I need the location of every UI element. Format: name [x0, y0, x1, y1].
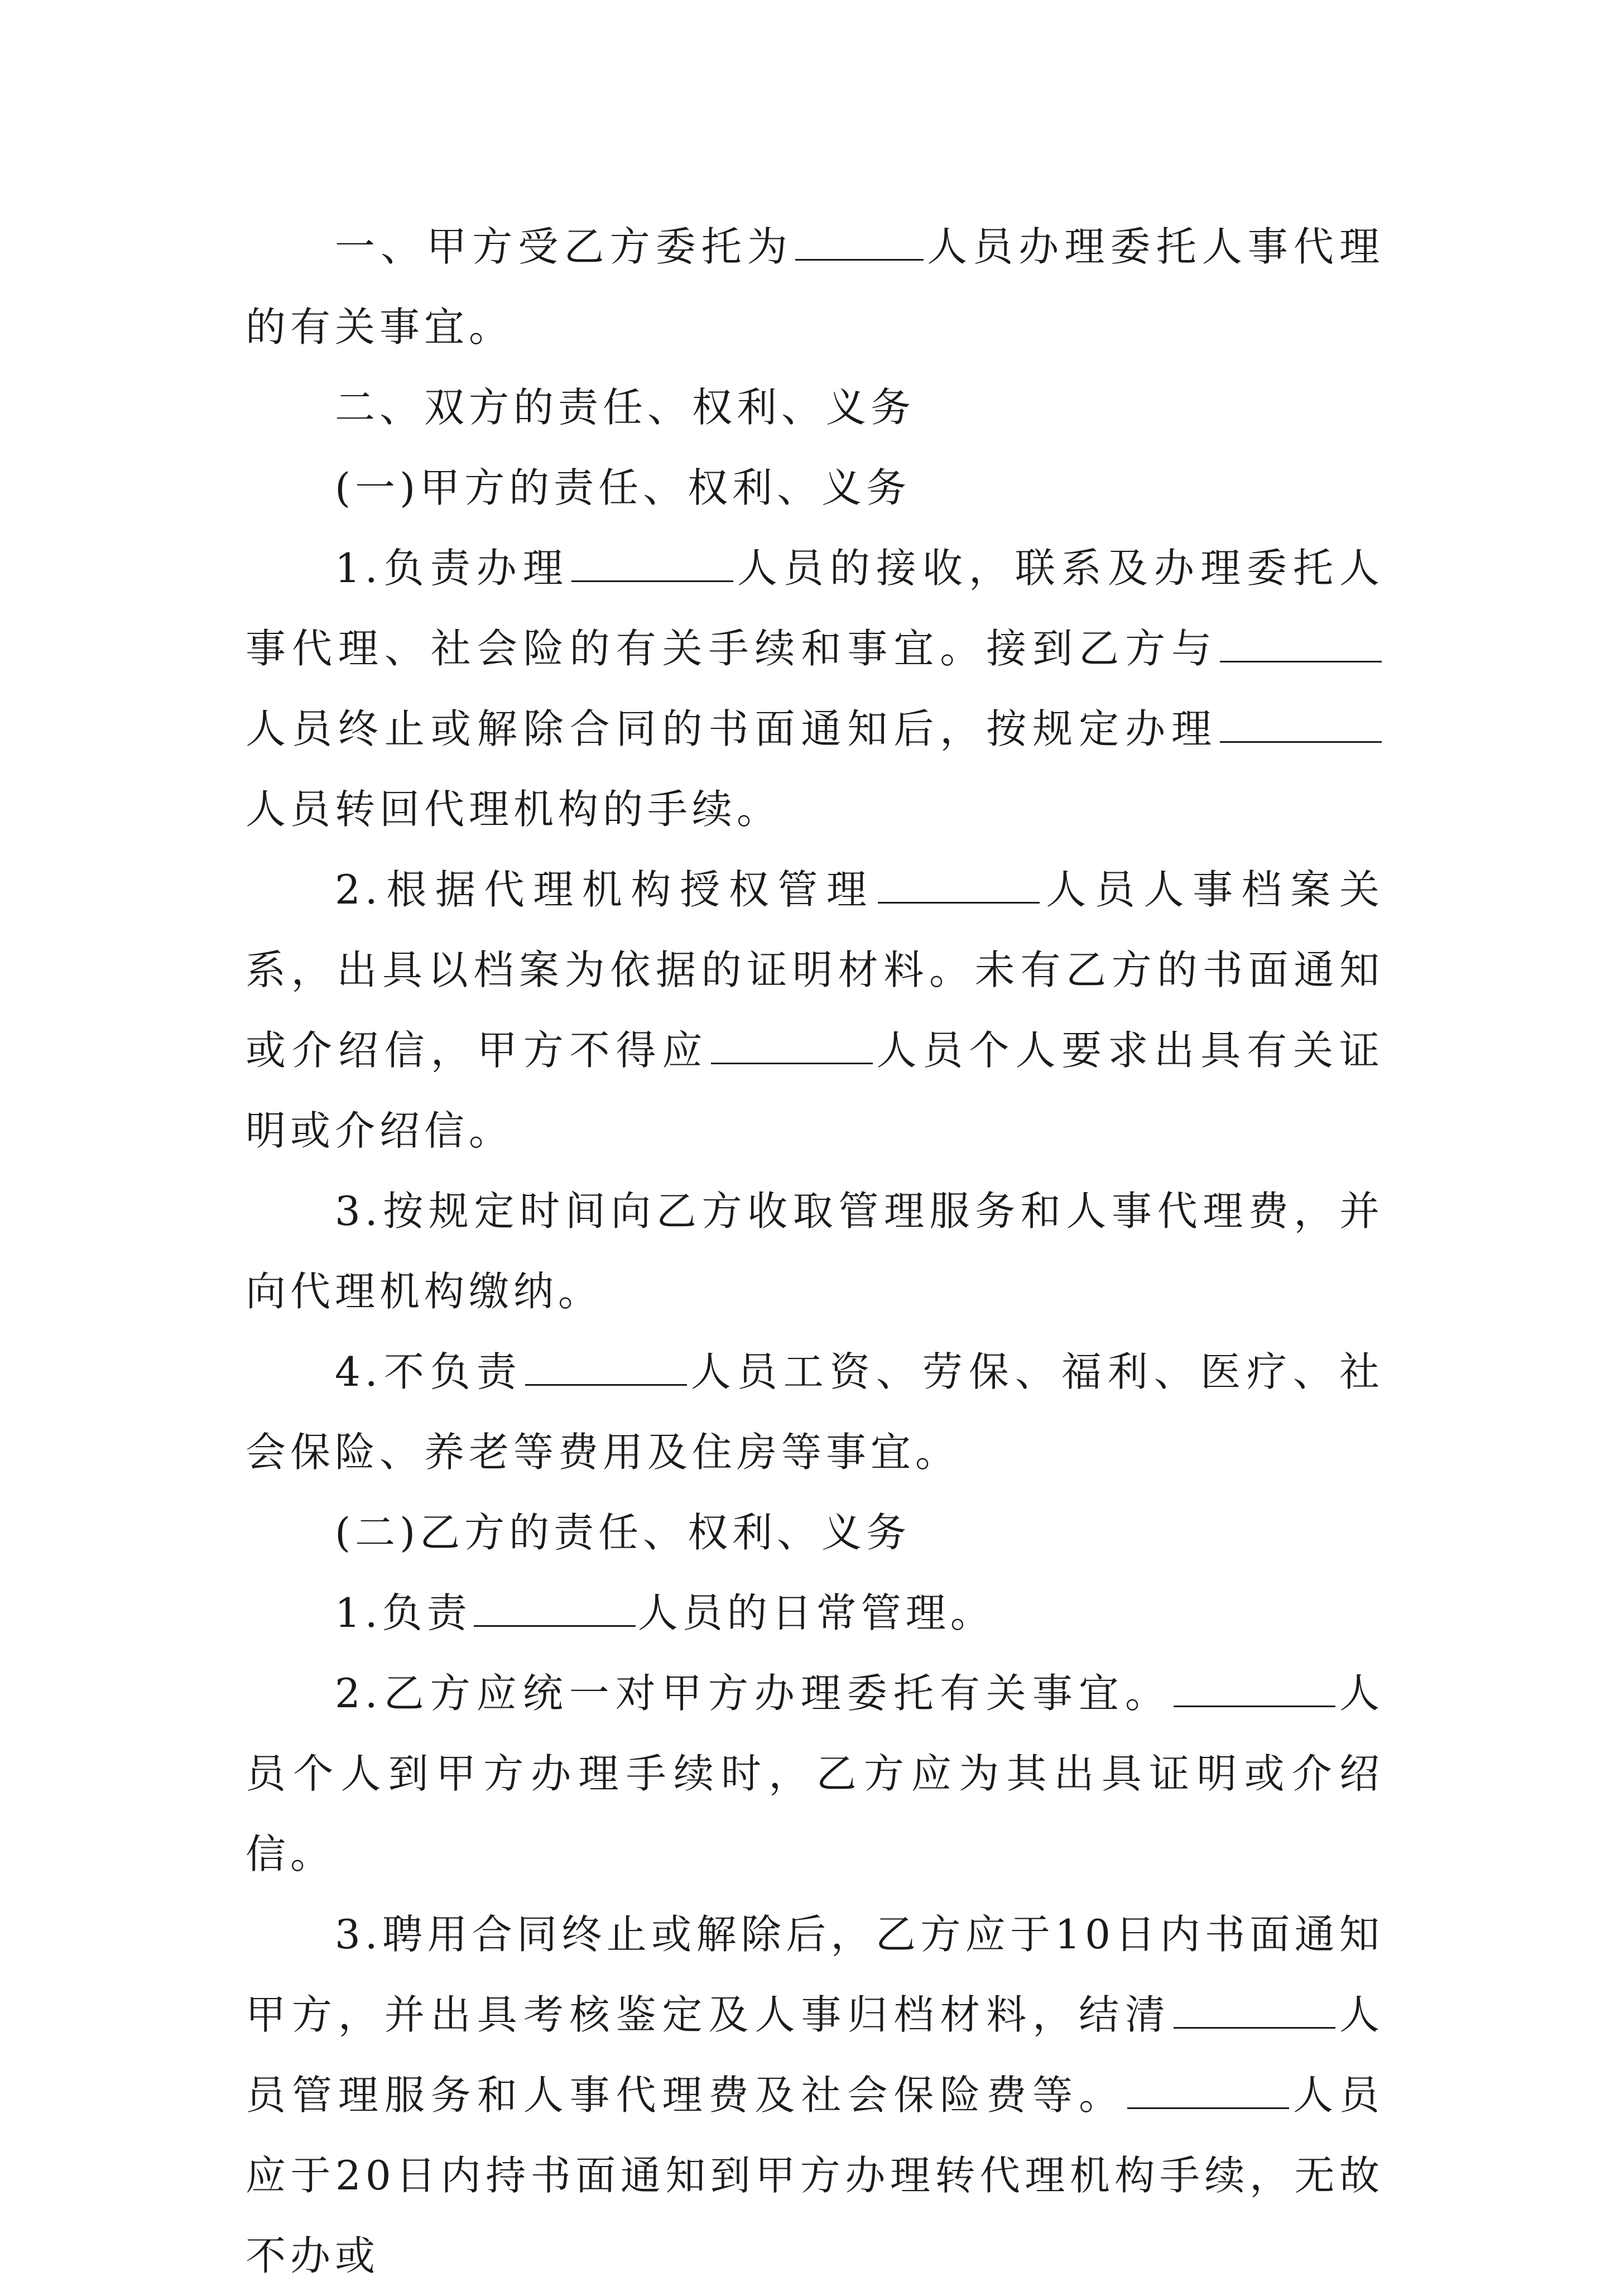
- fill-in-blank: [1174, 1994, 1335, 2029]
- paragraph-7: [246, 1332, 1384, 1492]
- paragraph-text: 1.负责: [335, 1589, 472, 1636]
- fill-in-blank: [878, 868, 1040, 904]
- fill-in-blank: [1174, 1672, 1335, 1707]
- paragraph-text: (一)甲方的责任、权利、义务: [335, 464, 911, 511]
- paragraph-text: (二)乙方的责任、权利、义务: [335, 1509, 911, 1556]
- fill-in-blank: [795, 225, 924, 261]
- paragraph-text: 人员办理委托人事代理的有关事宜。: [246, 223, 1384, 350]
- paragraph-2: [246, 367, 1384, 448]
- fill-in-blank: [1220, 627, 1382, 662]
- paragraph-text: 人员工资、劳保、福利、医疗、社会保险、养老等费用及住房等事宜。: [246, 1348, 1384, 1476]
- paragraph-text: 3.聘用合同终止或解除后，乙方应于10日内书面通知甲方，并出具考核鉴定及人事归档材料，结清: [246, 1911, 1384, 2038]
- paragraph-text: 2.乙方应统一对甲方办理委托有关事宜。: [335, 1670, 1171, 1717]
- document-body: [246, 206, 1384, 2296]
- paragraph-text: 人员个人要求出具有关证明或介绍信。: [246, 1027, 1384, 1154]
- paragraph-text: 二、双方的责任、权利、义务: [335, 384, 916, 431]
- fill-in-blank: [1220, 708, 1382, 743]
- paragraph-1: [246, 206, 1384, 367]
- fill-in-blank: [525, 1351, 687, 1386]
- paragraph-3: [246, 448, 1384, 528]
- paragraph-text: 人员的接收，联系及办理委托人事代理、社会险的有关手续和事宜。接到乙方与: [246, 545, 1384, 672]
- fill-in-blank: [474, 1592, 636, 1627]
- paragraph-4: [246, 528, 1384, 849]
- paragraph-11: [246, 1894, 1384, 2296]
- paragraph-text: 人员管理服务和人事代理费及社会保险费等。: [246, 1991, 1384, 2119]
- paragraph-text: 3.按规定时间向乙方收取管理服务和人事代理费，并向代理机构缴纳。: [246, 1188, 1384, 1315]
- paragraph-text: 人员终止或解除合同的书面通知后，按规定办理: [246, 705, 1218, 752]
- paragraph-text: 一、甲方受乙方委托为: [335, 223, 793, 270]
- paragraph-text: 4.不负责: [335, 1348, 523, 1395]
- paragraph-text: 人员的日常管理。: [637, 1589, 995, 1636]
- paragraph-text: 人员个人到甲方办理手续时，乙方应为其出具证明或介绍信。: [246, 1670, 1384, 1877]
- fill-in-blank: [711, 1029, 873, 1064]
- paragraph-9: [246, 1573, 1384, 1653]
- paragraph-5: [246, 849, 1384, 1171]
- paragraph-text: 人员应于20日内持书面通知到甲方办理转代理机构手续，无故不办或: [246, 2072, 1384, 2279]
- paragraph-10: [246, 1653, 1384, 1894]
- fill-in-blank: [1127, 2074, 1289, 2109]
- paragraph-text: 人员转回代理机构的手续。: [246, 786, 782, 833]
- paragraph-8: [246, 1492, 1384, 1573]
- paragraph-text: 2.根据代理机构授权管理: [335, 866, 876, 913]
- paragraph-text: 人员人事档案关系，出具以档案为依据的证明材料。未有乙方的书面通知或介绍信，甲方不得应: [246, 866, 1384, 1074]
- paragraph-text: 1.负责办理: [335, 545, 569, 592]
- paragraph-6: [246, 1171, 1384, 1332]
- fill-in-blank: [571, 547, 733, 582]
